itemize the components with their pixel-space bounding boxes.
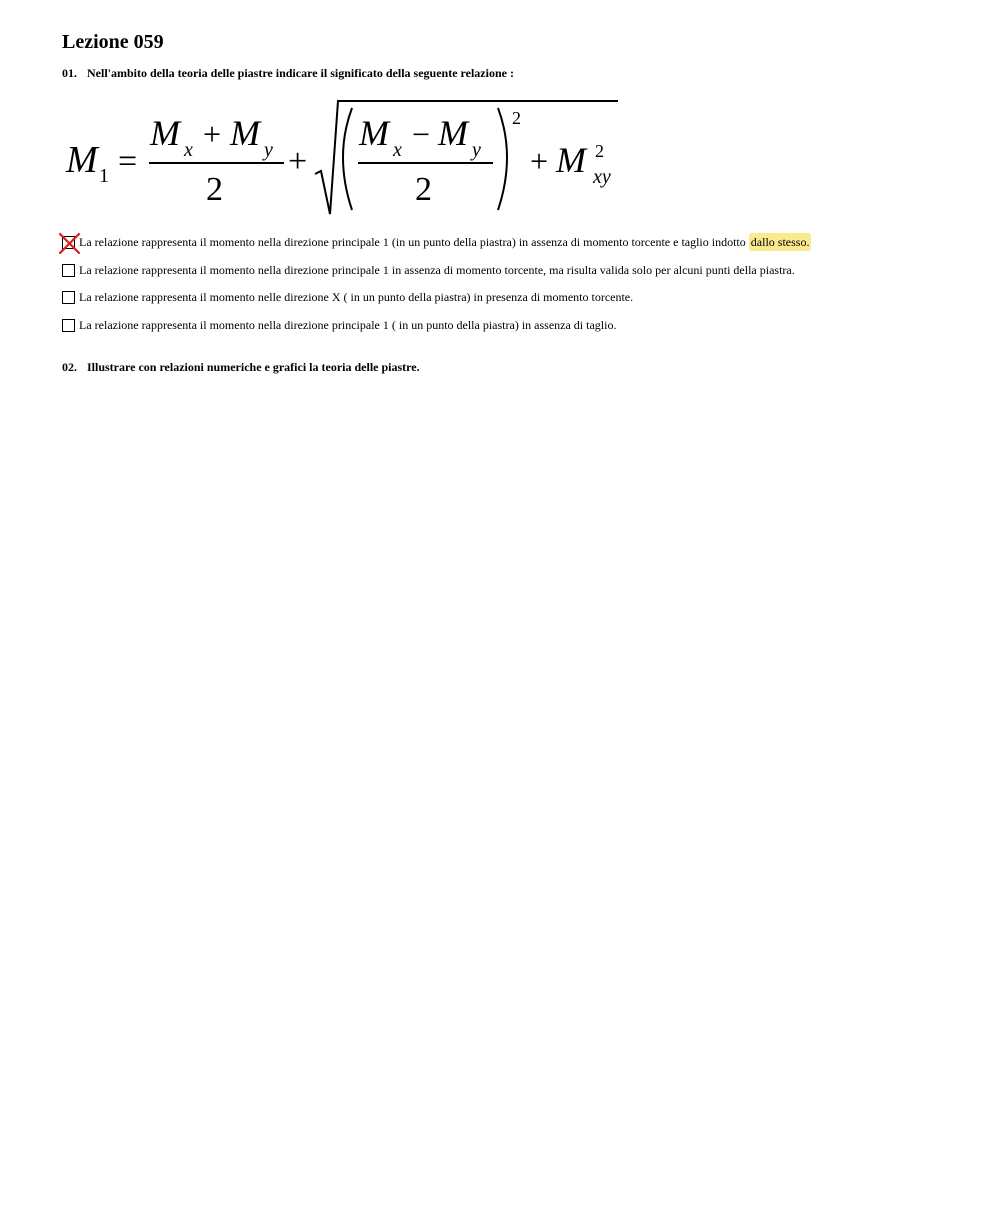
checkbox-empty[interactable] (62, 319, 75, 332)
question-number: 01. (62, 66, 77, 80)
formula-plus: + (288, 143, 308, 180)
option-text: La relazione rappresenta il momento nelle direzione X ( in un punto della piastra) in presenza di momento torcente. (79, 290, 634, 304)
question-number: 02. (62, 360, 77, 374)
checkbox-empty[interactable] (62, 291, 75, 304)
option-text: La relazione rappresenta il momento nella direzione principale 1 ( in un punto della piastra) in assenza di taglio. (79, 318, 617, 332)
formula-lhs-sub: 1 (99, 165, 109, 187)
formula-plus2: + (530, 143, 549, 179)
x-mark-icon (58, 232, 81, 255)
formula-equals: = (118, 143, 138, 180)
option-text: La relazione rappresenta il momento nella direzione principale 1 in assenza di momento torcente, ma risulta valida solo per alcuni punti della piastra. (79, 263, 795, 277)
option-text: La relazione rappresenta il momento nella direzione principale 1 (in un punto della piastra) in assenza di momento torcente e taglio indotto (79, 235, 749, 249)
answer-option-4[interactable] (62, 317, 616, 333)
answer-option-3[interactable] (62, 289, 633, 305)
option-highlighted-text: dallo stesso. (750, 235, 810, 249)
question-02 (62, 359, 420, 375)
formula-frac2-den: 2 (415, 171, 432, 208)
formula-frac1-num-b-sub: y (264, 139, 273, 161)
formula-right-paren (498, 108, 507, 210)
page-title: Lezione 059 (62, 31, 164, 53)
formula-principal-moment (62, 96, 622, 220)
answer-option-1[interactable] (62, 234, 811, 250)
formula-frac2-num-a: M (359, 113, 389, 153)
formula-left-paren (343, 108, 352, 210)
checkbox-empty[interactable] (62, 264, 75, 277)
formula-last-term-sub: xy (593, 166, 611, 188)
answer-option-2[interactable] (62, 262, 795, 278)
formula-frac1-plus: + (203, 116, 222, 152)
checkbox-checked[interactable] (62, 236, 75, 249)
formula-frac1-den: 2 (206, 171, 223, 208)
formula-frac1-num-a: M (150, 113, 180, 153)
formula-frac2-num-b-sub: y (472, 139, 481, 161)
formula-frac2-num-a-sub: x (393, 139, 402, 161)
formula-last-term-sup: 2 (595, 141, 604, 161)
formula-square-exponent: 2 (512, 108, 521, 128)
formula-frac1-num-a-sub: x (184, 139, 193, 161)
question-01 (62, 65, 514, 81)
formula-frac2-minus: − (412, 116, 431, 152)
formula-frac2-num-b: M (438, 113, 468, 153)
question-text: Illustrare con relazioni numeriche e grafici la teoria delle piastre. (87, 360, 420, 374)
formula-lhs: M (66, 139, 98, 181)
formula-last-term: M (556, 140, 586, 180)
formula-frac1-num-b: M (230, 113, 260, 153)
question-text: Nell'ambito della teoria delle piastre indicare il significato della seguente relazione : (87, 66, 514, 80)
